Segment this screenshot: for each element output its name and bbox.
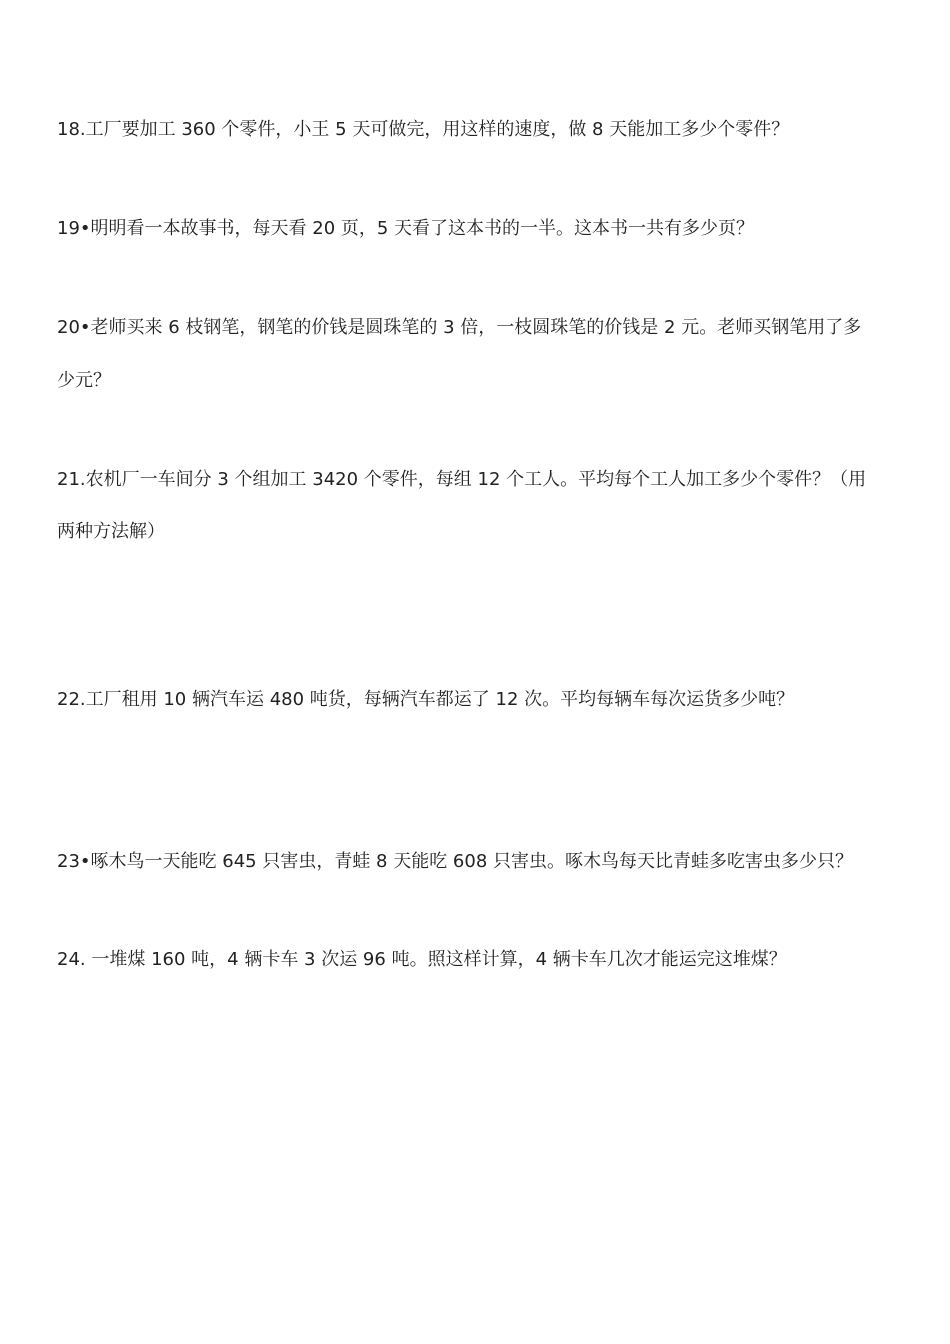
problem-text-line: 少元？ [57, 370, 111, 391]
problem-text-line: 24. 一堆煤 160 吨，4 辆卡车 3 次运 96 吨。照这样计算，4 辆卡车几次才能运完这堆煤？ [57, 949, 787, 970]
problem-text-line: 18.工厂要加工 360 个零件，小王 5 天可做完，用这样的速度，做 8 天能加工多少个零件？ [57, 119, 790, 140]
problem-text-line: 两种方法解） [57, 521, 165, 542]
problem-text-line: 20•老师买来 6 枝钢笔，钢笔的价钱是圆珠笔的 3 倍，一枝圆珠笔的价钱是 2 元。老师买钢笔用了多 [57, 317, 862, 338]
problem-text-line: 23•啄木鸟一天能吃 645 只害虫，青蛙 8 天能吃 608 只害虫。啄木鸟每天比青蛙多吃害虫多少只？ [57, 851, 854, 872]
problem-text-line: 21.农机厂一车间分 3 个组加工 3420 个零件，每组 12 个工人。平均每个工人加工多少个零件？（用 [57, 469, 867, 490]
problem-text-line: 19•明明看一本故事书，每天看 20 页，5 天看了这本书的一半。这本书一共有多少页？ [57, 218, 755, 239]
problem-text-line: 22.工厂租用 10 辆汽车运 480 吨货，每辆汽车都运了 12 次。平均每辆车每次运货多少吨？ [57, 689, 795, 710]
